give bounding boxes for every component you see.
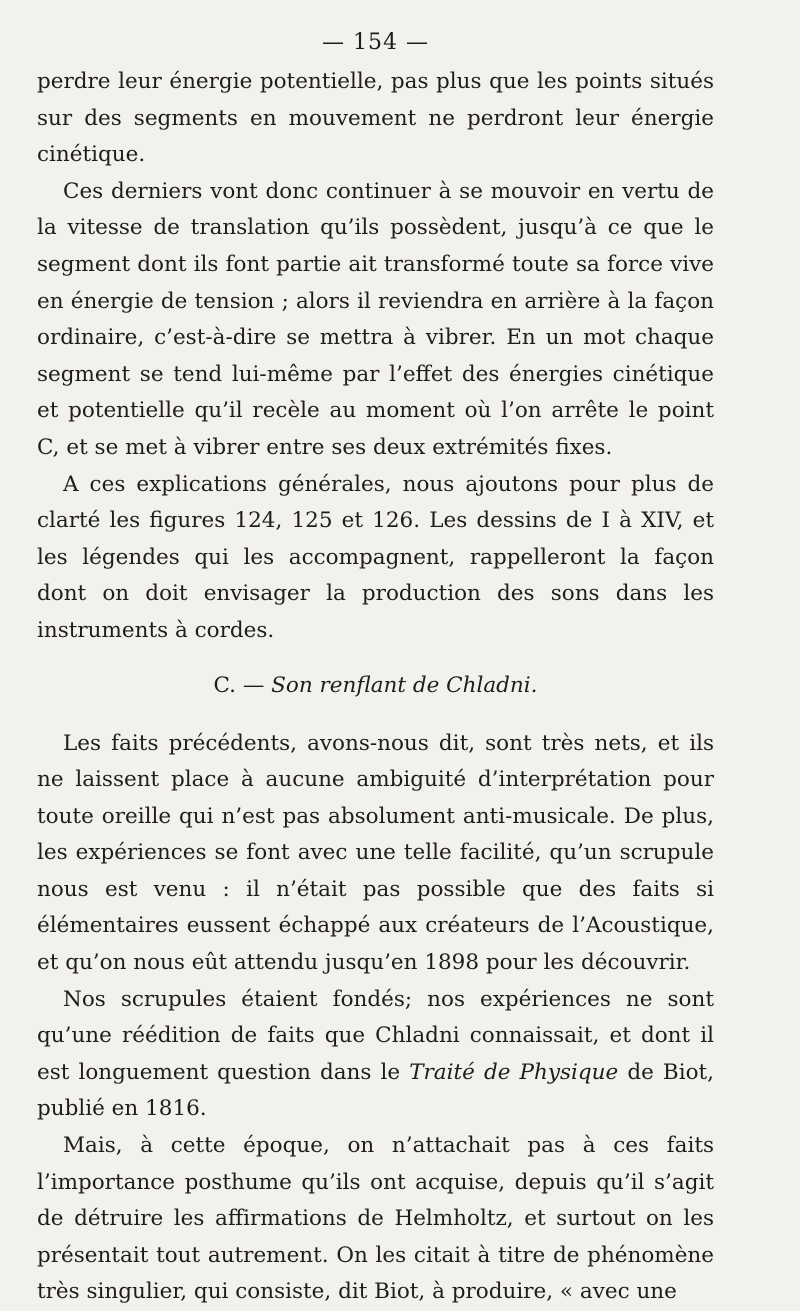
section-heading-title: Son renflant de Chladni. bbox=[271, 672, 538, 698]
paragraph-segments: Ces derniers vont donc continuer à se mouvoir en vertu de la vitesse de translation qu’ils possèdent, jusqu’à ce que le segment dont ils font partie ait transformé toute sa force vive en énergie de tension ; alors il reviendra en arrière à la façon ordinaire, c’est-à-dire se mettra à vibrer. En un mot chaque segment se tend lui-même par l’effet des énergies cinétique et potentielle qu’il recèle au moment où l’on arrête le point C, et se met à vibrer entre ses deux extrémités fixes. bbox=[37, 178, 714, 460]
paragraph-biot-reference bbox=[37, 982, 714, 1128]
book-title: Traité de Physique bbox=[409, 1059, 619, 1085]
paragraph-helmholtz: Mais, à cette époque, on n’attachait pas à ces faits l’importance posthume qu’ils ont acquise, depuis qu’il s’agit de détruire les affirmations de Helmholtz, et surtout on les présentait tout autrement. On les citait à titre de phénomène très singulier, qui consiste, dit Biot, à produire, « avec une bbox=[37, 1133, 714, 1305]
section-heading bbox=[37, 668, 714, 704]
paragraph-chladni-facts: Les faits précédents, avons-nous dit, sont très nets, et ils ne laissent place à aucune ambiguité d’interprétation pour toute oreille qui n’est pas absolument anti-musicale. De plus, les expériences se font avec une telle facilité, qu’un scrupule nous est venu : il n’était pas possible que des faits si élémentaires eussent échappé aux créateurs de l’Acoustique, et qu’on nous eût attendu jusqu’en 1898 pour les découvrir. bbox=[37, 730, 714, 976]
paragraph-continuation: perdre leur énergie potentielle, pas plus que les points situés sur des segments en mouvement ne perdront leur énergie cinétique. bbox=[37, 69, 714, 168]
biot-text-before: Nos scrupules étaient fondés; nos expériences ne sont qu’une réédition de faits que Chladni connaissait, et dont il est longuement question dans le bbox=[37, 986, 714, 1085]
page-number: — 154 — bbox=[322, 30, 429, 55]
section-heading-prefix: C. — bbox=[213, 672, 272, 698]
paragraph-figures: A ces explications générales, nous ajoutons pour plus de clarté les figures 124, 125 et 126. Les dessins de I à XIV, et les légendes qui les accompagnent, rappelleront la façon dont on doit envisager la production des sons dans les instruments à cordes. bbox=[37, 471, 714, 643]
biot-text-after: de Biot, publié en 1816. bbox=[37, 1059, 714, 1122]
